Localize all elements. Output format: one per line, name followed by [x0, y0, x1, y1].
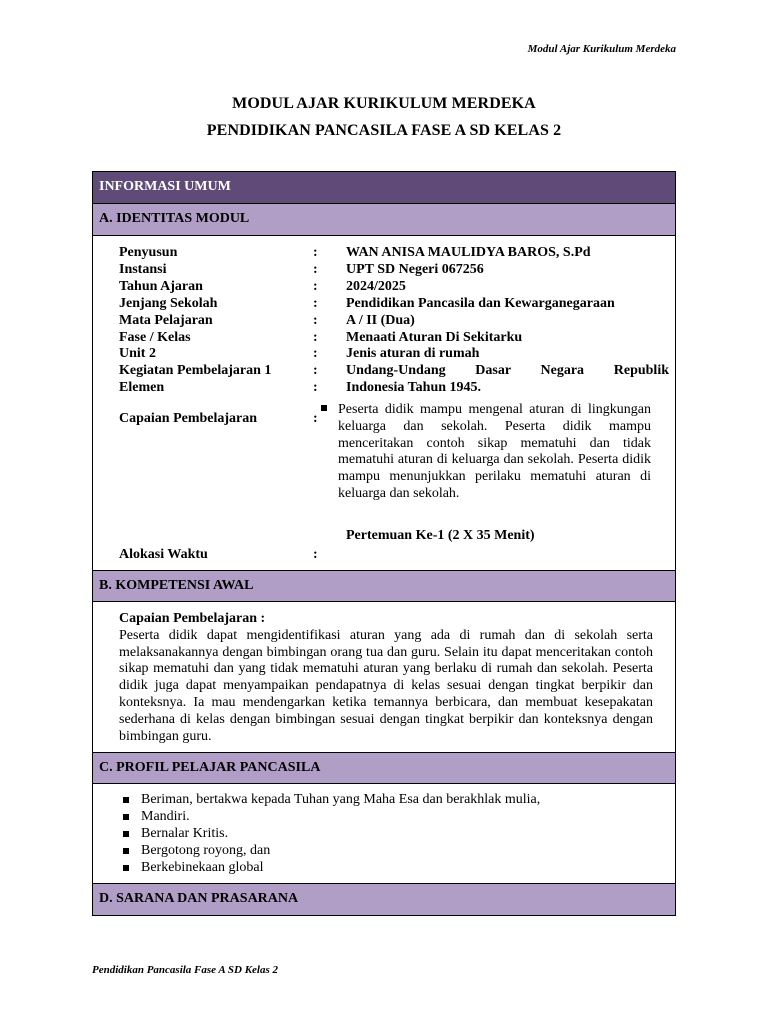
identitas-row [119, 312, 669, 329]
identitas-label: Kegiatan Pembelajaran 1 [119, 363, 272, 378]
separator: : [313, 547, 318, 562]
identitas-label: Fase / Kelas [119, 330, 191, 345]
identitas-value: 2024/2025 [346, 279, 406, 294]
separator: : [313, 245, 318, 260]
separator: : [313, 363, 318, 378]
kompetensi-awal-heading: B. KOMPETENSI AWAL [93, 570, 675, 602]
separator: : [313, 330, 318, 345]
separator: : [313, 346, 318, 361]
identitas-label: Elemen [119, 380, 165, 395]
pertemuan-text: Pertemuan Ke-1 (2 X 35 Menit) [346, 528, 535, 543]
identitas-row [119, 244, 669, 261]
identitas-label: Mata Pelajaran [119, 313, 213, 328]
identitas-row [119, 379, 669, 396]
profil-list-item: Bergotong royong, dan [141, 842, 675, 859]
identitas-row [119, 345, 669, 362]
profil-pelajar-heading: C. PROFIL PELAJAR PANCASILA [93, 752, 675, 784]
identitas-label: Penyusun [119, 245, 178, 260]
capaian-text [338, 402, 651, 503]
identitas-value: Indonesia Tahun 1945. [346, 380, 482, 395]
informasi-umum-header: INFORMASI UMUM [93, 172, 675, 204]
separator: : [313, 313, 318, 328]
identitas-modul-heading: A. IDENTITAS MODUL [93, 204, 675, 236]
capaian-label: Capaian Pembelajaran [119, 411, 258, 426]
identitas-row [119, 261, 669, 278]
capaian-paragraph: Peserta didik mampu mengenal aturan di lingkungan keluarga dan sekolah. Peserta didik mampu menceritakan contoh sikap mematuhi dan tidak mematuhi aturan di keluarga dan sekolah. Peserta didik mampu menunjukkan perilaku mematuhi aturan di keluarga dan sekolah. [338, 402, 651, 501]
identitas-label: Jenjang Sekolah [119, 296, 218, 311]
separator: : [313, 411, 318, 426]
identitas-label: Instansi [119, 262, 167, 277]
running-header: Modul Ajar Kurikulum Merdeka [527, 43, 676, 55]
identitas-row [119, 278, 669, 295]
profil-list-item: Beriman, bertakwa kepada Tuhan yang Maha Esa dan berakhlak mulia, [141, 791, 675, 808]
profil-list-item: Berkebinekaan global [141, 859, 675, 876]
alokasi-label: Alokasi Waktu [119, 547, 208, 562]
identitas-value: Menaati Aturan Di Sekitarku [346, 330, 523, 345]
bullet-square-icon [321, 405, 327, 411]
separator: : [313, 296, 318, 311]
separator: : [313, 279, 318, 294]
identitas-value: Undang-Undang Dasar Negara Republik [346, 363, 669, 378]
identitas-label: Tahun Ajaran [119, 279, 203, 294]
document-subtitle: PENDIDIKAN PANCASILA FASE A SD KELAS 2 [206, 122, 562, 139]
running-footer: Pendidikan Pancasila Fase A SD Kelas 2 [92, 964, 279, 976]
identitas-modul-section [93, 236, 675, 570]
module-info-table [92, 171, 676, 916]
profil-list-item: Bernalar Kritis. [141, 825, 675, 842]
separator: : [313, 262, 318, 277]
identitas-value: Jenis aturan di rumah [346, 346, 480, 361]
pertemuan-row [119, 527, 669, 544]
kompetensi-awal-section [93, 602, 675, 752]
document-title: MODUL AJAR KURIKULUM MERDEKA [232, 95, 536, 112]
identitas-row [119, 329, 669, 346]
alokasi-row [119, 546, 669, 563]
kompetensi-text: Peserta didik dapat mengidentifikasi aturan yang ada di rumah dan di sekolah serta melaksanakannya dengan bimbingan orang tua dan guru. Selain itu dapat menceritakan contoh sikap mematuhi dan yang tidak mematuhi aturan yang berlaku di rumah dan sekolah. Peserta didik juga dapat menyampaikan pendapatnya di kelas sesuai dengan tingkat berpikir dan konteksnya. Ia mau mendengarkan ketika temannya berbicara, dan membuat kesepakatan sederhana di kelas dengan bimbingan sesuai dengan tingkat berpikir dan konteksnya dengan bimbingan guru. [119, 627, 653, 744]
identitas-value: A / II (Dua) [346, 313, 415, 328]
separator: : [313, 380, 318, 395]
identitas-row [119, 362, 669, 379]
sarana-prasarana-heading: D. SARANA DAN PRASARANA [93, 883, 675, 915]
identitas-value: Pendidikan Pancasila dan Kewarganegaraan [346, 296, 615, 311]
profil-list [93, 784, 675, 876]
kompetensi-sub-label: Capaian Pembelajaran : [119, 611, 266, 626]
identitas-value: UPT SD Negeri 067256 [346, 262, 484, 277]
profil-list-item: Mandiri. [141, 808, 675, 825]
identitas-label: Unit 2 [119, 346, 156, 361]
identitas-row [119, 295, 669, 312]
identitas-value: WAN ANISA MAULIDYA BAROS, S.Pd [346, 245, 591, 260]
profil-pelajar-section [93, 784, 675, 883]
